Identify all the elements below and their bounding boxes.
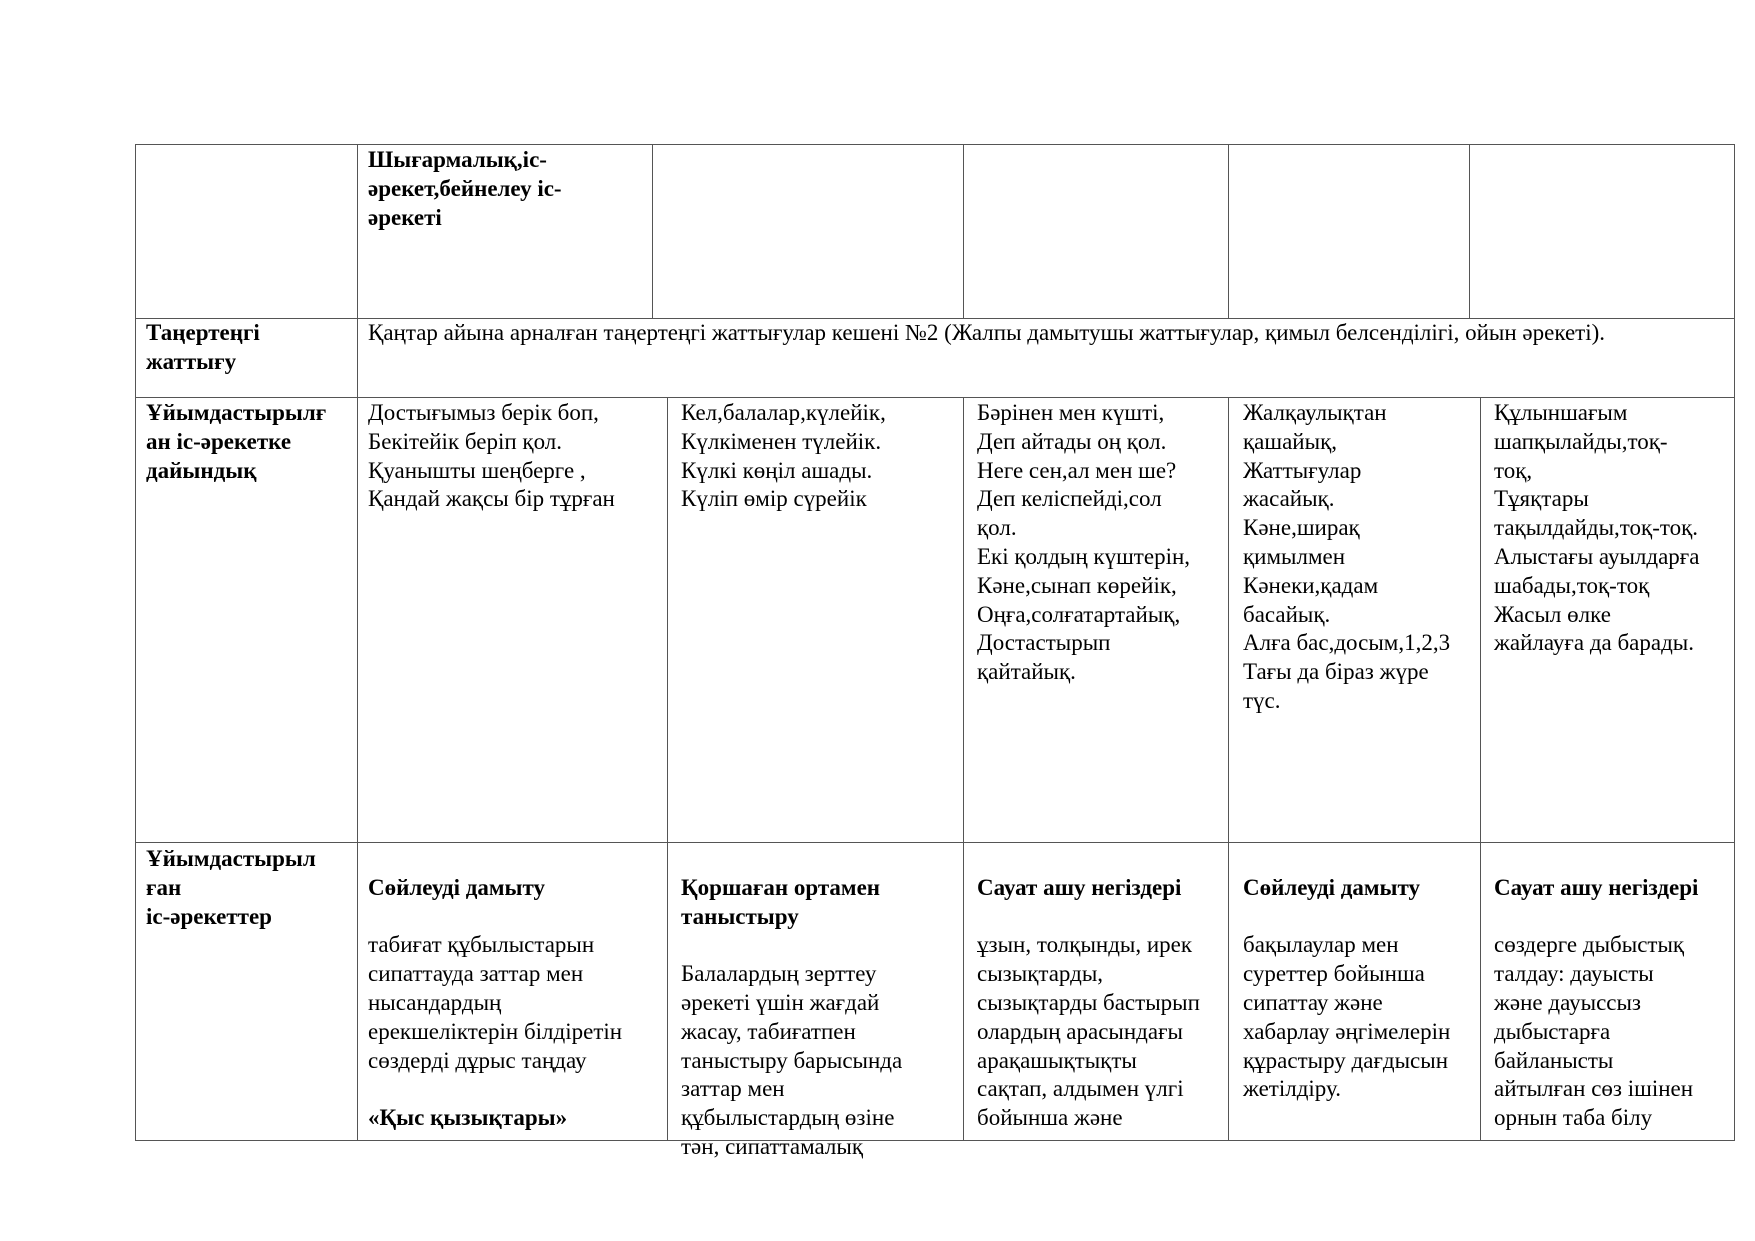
- col-divider: [652, 144, 653, 318]
- creative-activity-label: Шығармалық,іс- әрекет,бейнелеу іс- әрекеті: [368, 147, 562, 230]
- col-divider: [963, 397, 964, 1141]
- activity-cell-4: [1243, 845, 1478, 1133]
- activity-title: Сауат ашу негіздері: [1494, 874, 1699, 900]
- col-divider: [963, 144, 964, 318]
- col-divider: [1480, 397, 1481, 1141]
- morning-exercise-header: Таңертеңгі жаттығу: [146, 320, 260, 374]
- activity-topic: «Қыс қызықтары»: [368, 1105, 568, 1131]
- morning-exercise-content: Қаңтар айына арналған таңертеңгі жаттығулар кешені №2 (Жалпы дамытушы жаттығулар, қимыл белсенділігі, ойын әрекеті).: [368, 320, 1606, 345]
- activity-description: табиғат құбылыстарын сипаттауда заттар мен нысандардың ерекшеліктерін білдіретін сөздерді дұрыс таңдау: [368, 932, 623, 1073]
- plan-table: [135, 144, 1735, 1159]
- col-divider: [1469, 144, 1470, 318]
- activity-title: Қоршаған ортамен таныстыру: [681, 874, 881, 929]
- activity-title: Сауат ашу негіздері: [977, 874, 1182, 900]
- activity-cell-2: [681, 845, 961, 1191]
- preparation-poem-4: Жалқаулықтан қашайық, Жаттығулар жасайық. Кәне,ширақ қимылмен Кәнеки,қадам басайық. Алға бас,досым,1,2,3 Тағы да біраз жүре түс.: [1243, 400, 1451, 713]
- activity-description: бақылаулар мен суреттер бойынша сипаттау және хабарлау әңгімелерін құрастыру дағдысын жетілдіру.: [1243, 932, 1451, 1102]
- preparation-poem-2: Кел,балалар,күлейік, Күлкіменен түлейік. Күлкі көңіл ашады. Күліп өмір сүрейік: [681, 400, 886, 512]
- col-divider: [1228, 144, 1229, 318]
- activities-header: Ұйымдастырыл ған іс-әрекеттер: [146, 846, 316, 929]
- activity-title: Сөйлеуді дамыту: [1243, 874, 1420, 900]
- row-divider: [135, 842, 1735, 843]
- activity-description: ұзын, толқынды, ирек сызықтарды, сызықтарды бастырып олардың арасындағы арақашықтықты сақтап, алдымен үлгі бойынша және: [977, 932, 1200, 1131]
- activity-cell-3: [977, 845, 1227, 1162]
- activity-cell-1: [368, 845, 663, 1162]
- activity-cell-5: [1494, 845, 1734, 1162]
- preparation-header: Ұйымдастырылғ ан іс-әрекетке дайындық: [146, 400, 327, 483]
- col-divider: [667, 397, 668, 1141]
- preparation-poem-1: Достығымыз берік боп, Бекітейік беріп қол. Қуанышты шеңберге , Қандай жақсы бір тұрған: [368, 400, 615, 512]
- col-divider: [1734, 144, 1735, 1141]
- activity-description: Балалардың зерттеу әрекеті үшін жағдай жасау, табиғатпен таныстыру барысында заттар мен құбылыстардың өзіне тән, сипаттамалық: [681, 961, 903, 1159]
- activity-description: сөздерге дыбыстық талдау: дауысты және дауыссыз дыбыстарға байланысты айтылған сөз ішінен орнын таба білу: [1494, 932, 1694, 1131]
- col-divider: [135, 144, 136, 1141]
- preparation-poem-5: Құлыншағым шапқылайды,тоқ- тоқ, Тұяқтары тақылдайды,тоқ-тоқ. Алыстағы ауылдарға шабады,тоқ-тоқ Жасыл өлке жайлауға да барады.: [1494, 400, 1700, 656]
- col-divider: [357, 144, 358, 1141]
- preparation-poem-3: Бәрінен мен күшті, Деп айтады оң қол. Неге сен,ал мен ше? Деп келіспейді,сол қол. Екі қолдың күштерін, Кәне,сынап көрейік, Оңға,солғатартайық, Достастырып қайтайық.: [977, 400, 1191, 685]
- activity-title: Сөйлеуді дамыту: [368, 874, 545, 900]
- col-divider: [1228, 397, 1229, 1141]
